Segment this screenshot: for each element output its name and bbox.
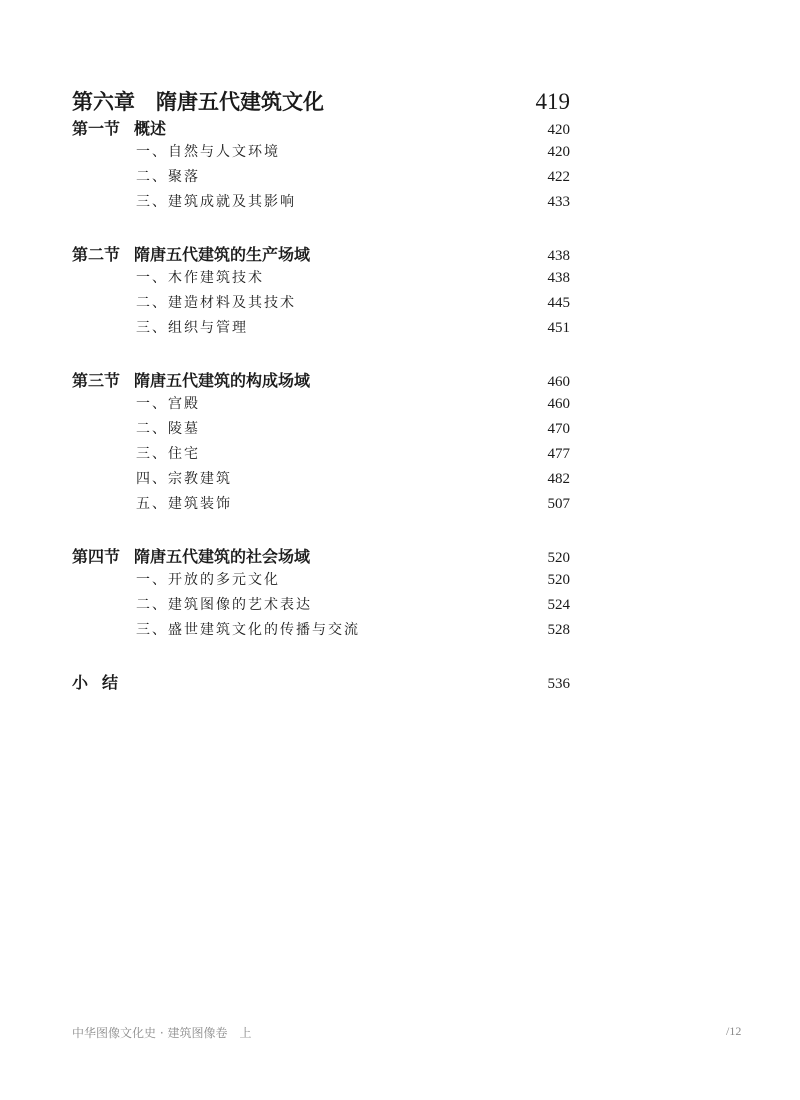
toc-item-page: 528: [547, 622, 570, 638]
section-title: 隋唐五代建筑的构成场域: [134, 371, 311, 390]
toc-item-page: 422: [547, 169, 570, 185]
toc-item-label: 一、自然与人文环境: [136, 144, 280, 160]
toc-item: [72, 141, 570, 166]
section-spacer: [72, 518, 570, 544]
toc-item-page: 524: [547, 597, 570, 613]
chapter-heading: [72, 86, 570, 116]
section-number: 第四节: [72, 547, 121, 566]
toc-item: [72, 267, 570, 292]
toc-item: [72, 569, 570, 594]
running-footer-title: 中华图像文化史 · 建筑图像卷 上: [72, 1026, 252, 1040]
section-heading: [72, 242, 570, 267]
footer-page-number: /12: [726, 1024, 742, 1038]
toc-item-label: 二、建造材料及其技术: [136, 295, 296, 311]
section-spacer: [72, 342, 570, 368]
toc-item: [72, 292, 570, 317]
chapter-page-number: 419: [535, 89, 570, 114]
toc-item-page: 477: [547, 446, 570, 462]
section-page-number: 420: [547, 122, 570, 138]
toc-item-page: 420: [547, 144, 570, 160]
section-number: 第三节: [72, 371, 121, 390]
summary-page-number: 536: [547, 676, 570, 692]
toc-item: [72, 166, 570, 191]
toc-item: [72, 317, 570, 342]
section-page-number: 460: [547, 374, 570, 390]
toc-item-label: 四、宗教建筑: [136, 471, 232, 487]
toc-item-page: 520: [547, 572, 570, 588]
table-of-contents: [72, 86, 570, 695]
toc-item-page: 438: [547, 270, 570, 286]
section-spacer: [72, 644, 570, 670]
toc-item: [72, 443, 570, 468]
section-number: 第一节: [72, 119, 121, 138]
toc-item: [72, 468, 570, 493]
toc-item-page: 507: [547, 496, 570, 512]
section-spacer: [72, 216, 570, 242]
summary-title: 小结: [72, 673, 133, 692]
toc-item: [72, 619, 570, 644]
toc-item: [72, 191, 570, 216]
toc-item-page: 445: [547, 295, 570, 311]
toc-item-page: 460: [547, 396, 570, 412]
toc-item-label: 二、陵墓: [136, 421, 200, 437]
section-title: 概述: [134, 119, 167, 138]
toc-item: [72, 418, 570, 443]
toc-item-page: 470: [547, 421, 570, 437]
section-page-number: 520: [547, 550, 570, 566]
section-title: 隋唐五代建筑的社会场域: [134, 547, 311, 566]
toc-item: [72, 493, 570, 518]
chapter-title: 第六章 隋唐五代建筑文化: [72, 89, 324, 114]
section-heading: [72, 368, 570, 393]
toc-item: [72, 393, 570, 418]
section-number: 第二节: [72, 245, 121, 264]
toc-item-page: 433: [547, 194, 570, 210]
toc-item-label: 一、木作建筑技术: [136, 270, 264, 286]
toc-item-label: 一、宫殿: [136, 396, 200, 412]
toc-item-label: 三、盛世建筑文化的传播与交流: [136, 622, 360, 638]
toc-item-label: 五、建筑装饰: [136, 496, 232, 512]
toc-item-label: 二、聚落: [136, 169, 200, 185]
toc-item-label: 一、开放的多元文化: [136, 572, 280, 588]
summary-heading: [72, 670, 570, 695]
toc-item-label: 三、住宅: [136, 446, 200, 462]
toc-item-page: 482: [547, 471, 570, 487]
section-page-number: 438: [547, 248, 570, 264]
toc-item: [72, 594, 570, 619]
toc-item-label: 三、组织与管理: [136, 320, 248, 336]
section-heading: [72, 116, 570, 141]
toc-item-label: 三、建筑成就及其影响: [136, 194, 296, 210]
toc-item-page: 451: [547, 320, 570, 336]
section-heading: [72, 544, 570, 569]
toc-item-label: 二、建筑图像的艺术表达: [136, 597, 312, 613]
section-title: 隋唐五代建筑的生产场域: [134, 245, 311, 264]
